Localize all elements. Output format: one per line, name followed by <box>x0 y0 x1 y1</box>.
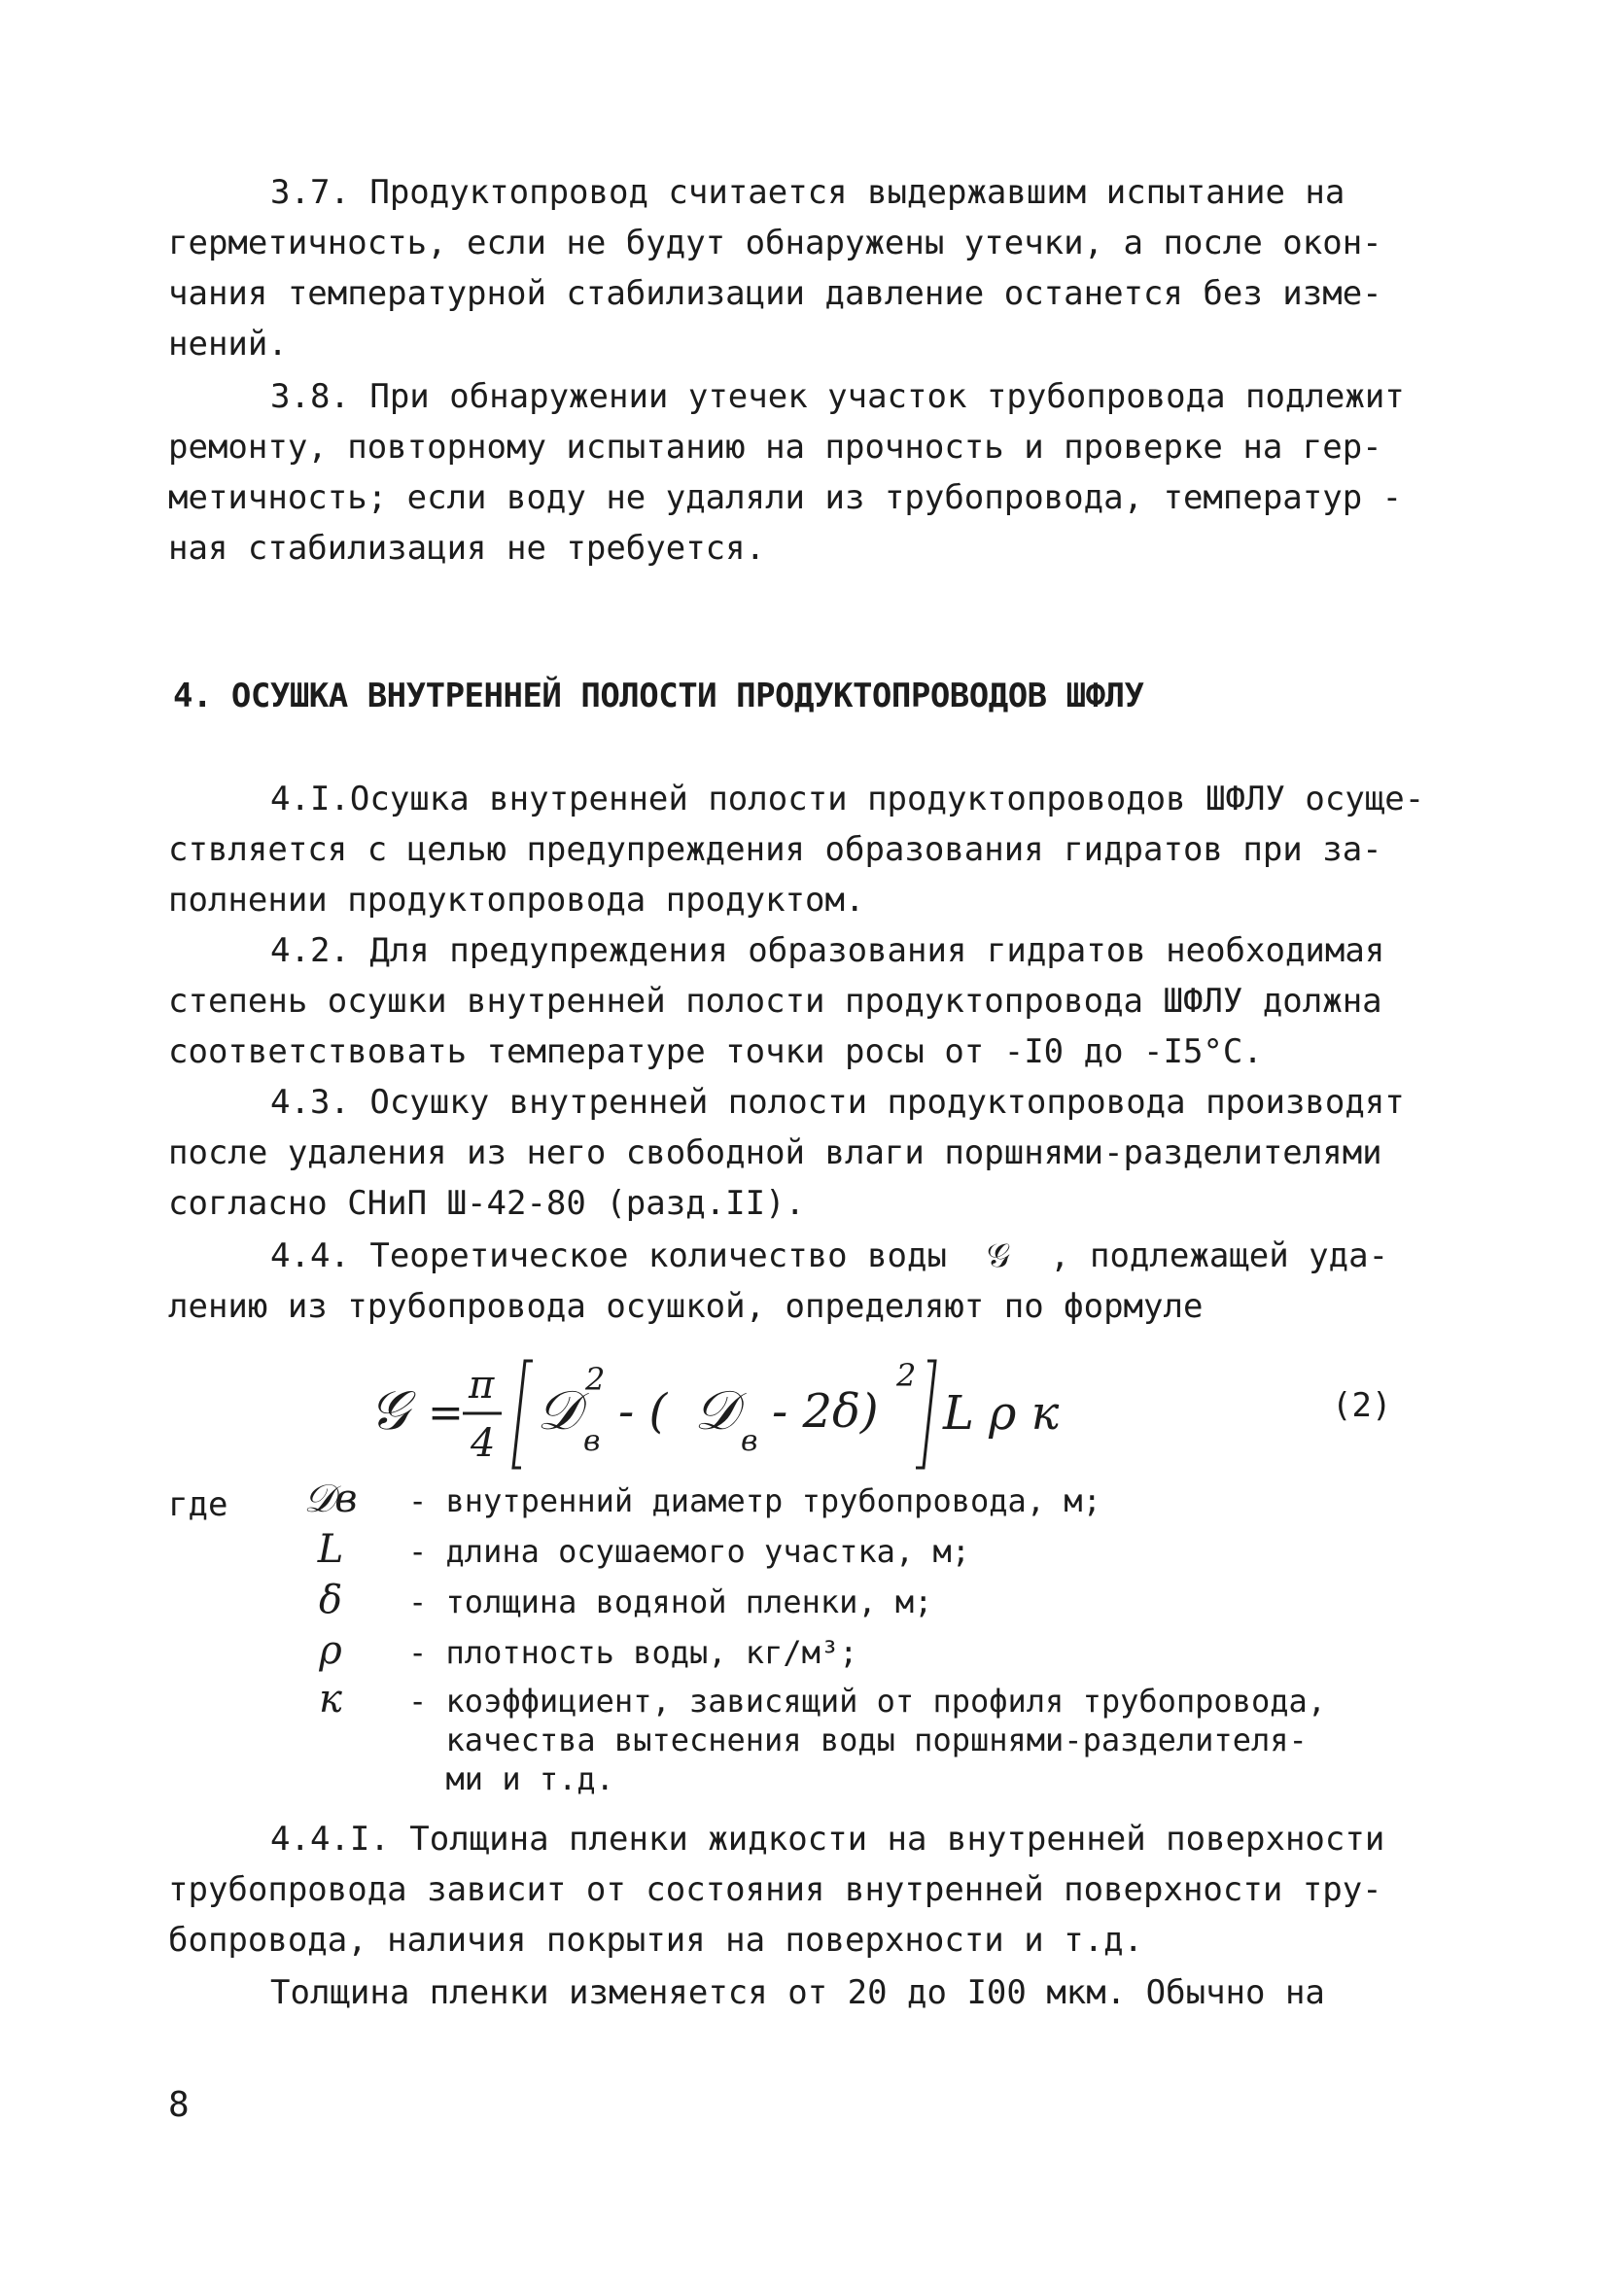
formula-square: 2 <box>585 1361 606 1398</box>
paragraph-3-8-line-4: ная стабилизация не требуется. <box>168 529 766 568</box>
definition-Dv: - внутренний диаметр трубопровода, м; <box>408 1482 1101 1519</box>
formula-tail: L ρ к <box>943 1386 1060 1441</box>
paragraph-4-2-line-1: 4.2. Для предупреждения образования гидратов необходимая <box>270 931 1385 970</box>
paragraph-4-1-line-2: ствляется с целью предупреждения образования гидратов при за- <box>168 830 1382 869</box>
definition-rho: - плотность воды, кг/м³; <box>408 1634 858 1671</box>
definition-L: - длина осушаемого участка, м; <box>408 1533 970 1570</box>
paragraph-4-4-1-line-2: трубопровода зависит от состояния внутренней поверхности тру- <box>168 1870 1382 1909</box>
formula-minus-2delta: - 2δ) <box>772 1384 879 1439</box>
bracket-left <box>513 1361 533 1468</box>
paragraph-4-4-1-line-3: бопровода, наличия покрытия на поверхности и т.д. <box>168 1921 1144 1960</box>
paragraph-3-7-line-3: чания температурной стабилизации давление останется без изме- <box>168 274 1382 313</box>
formula-equals: = <box>428 1388 464 1438</box>
formula-pi: π <box>469 1363 495 1408</box>
formula-square-2: 2 <box>896 1357 917 1394</box>
formula-svg <box>360 1332 1099 1487</box>
formula-sub-b: в <box>583 1424 601 1458</box>
paragraph-3-7-line-1: 3.7. Продуктопровод считается выдержавшим испытание на <box>270 173 1345 212</box>
formula-sub-b2: в <box>741 1424 758 1458</box>
section-4-heading: 4. ОСУШКА ВНУТРЕННЕЙ ПОЛОСТИ ПРОДУКТОПРОВОДОВ ШФЛУ <box>173 677 1144 715</box>
formula-minus-open: - ( <box>618 1384 668 1439</box>
where-label: где <box>168 1485 228 1524</box>
paragraph-4-4-line-2: лению из трубопровода осушкой, определяют по формуле <box>168 1287 1204 1326</box>
formula-D2: 𝒟 <box>694 1379 738 1443</box>
definition-delta: - толщина водяной пленки, м; <box>408 1583 933 1620</box>
formula-D: 𝒟 <box>537 1379 580 1443</box>
symbol-Dv: 𝒟в <box>303 1477 358 1521</box>
page-number: 8 <box>168 2085 190 2125</box>
paragraph-3-8-line-2: ремонту, повторному испытанию на прочность и проверке на гер- <box>168 428 1382 467</box>
paragraph-4-3-line-2: после удаления из него свободной влаги поршнями-разделителями <box>168 1133 1382 1172</box>
paragraph-3-7-line-2: герметичность, если не будут обнаружены утечки, а после окон- <box>168 224 1382 262</box>
paragraph-4-3-line-1: 4.3. Осушку внутренней полости продуктопровода производят <box>270 1083 1405 1122</box>
paragraph-4-3-line-3: согласно СНиП Ш-42-80 (разд.II). <box>168 1184 806 1223</box>
paragraph-4-2-line-2: степень осушки внутренней полости продуктопровода ШФЛУ должна <box>168 982 1382 1021</box>
paragraph-4-4-1-line-1: 4.4.I. Толщина пленки жидкости на внутренней поверхности <box>270 1820 1385 1859</box>
formula-2 <box>360 1332 1099 1487</box>
symbol-delta: δ <box>318 1578 343 1622</box>
definition-k: - коэффициент, зависящий от профиля трубопровода, качества вытеснения воды поршнями-разделителя- ми и т.д. <box>408 1683 1327 1797</box>
formula-lhs: 𝒢 <box>369 1379 408 1443</box>
bracket-right <box>916 1361 935 1468</box>
paragraph-4-2-line-3: соответствовать температуре точки росы от -I0 до -I5°С. <box>168 1032 1263 1071</box>
paragraph-last-line: Толщина пленки изменяется от 20 до I00 мкм. Обычно на <box>270 1973 1325 2012</box>
symbol-L: L <box>317 1527 344 1572</box>
paragraph-4-1-line-3: полнении продуктопровода продуктом. <box>168 881 865 920</box>
paragraph-3-8-line-1: 3.8. При обнаружении утечек участок трубопровода подлежит <box>270 377 1405 416</box>
paragraph-3-7-line-4: нений. <box>168 325 288 364</box>
equation-number: (2) <box>1332 1386 1392 1425</box>
symbol-k: к <box>319 1677 342 1722</box>
paragraph-4-4-line-1: 4.4. Теоретическое количество воды 𝒢 , подлежащей уда- <box>270 1236 1389 1275</box>
paragraph-4-1-line-1: 4.I.Осушка внутренней полости продуктопроводов ШФЛУ осуще- <box>270 780 1425 818</box>
symbol-rho: ρ <box>319 1628 342 1673</box>
formula-four: 4 <box>471 1421 496 1466</box>
paragraph-3-8-line-3: метичность; если воду не удаляли из трубопровода, температур - <box>168 478 1403 517</box>
